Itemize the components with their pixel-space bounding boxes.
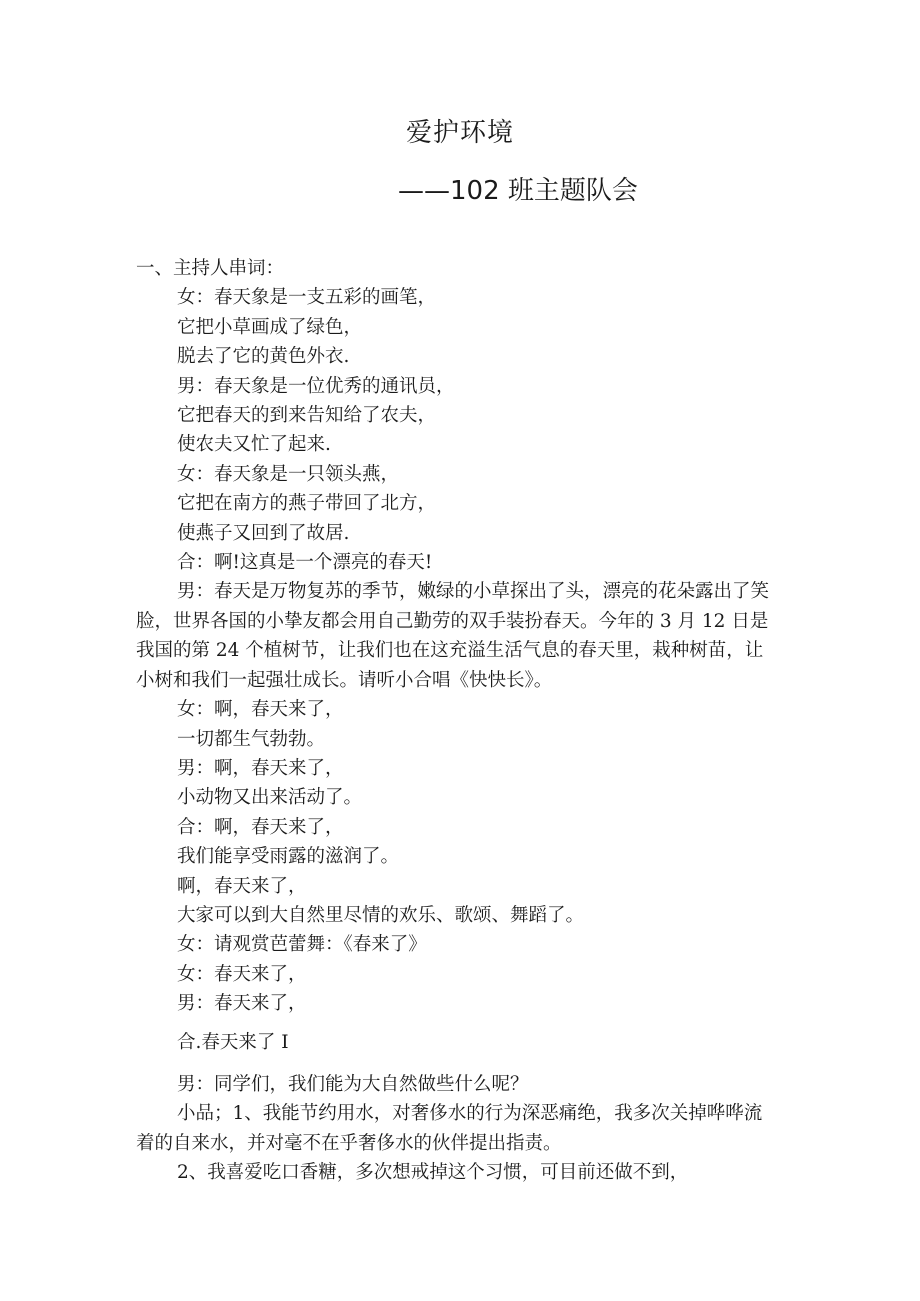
script-line: 合：啊!这真是一个漂亮的春天!: [177, 552, 433, 574]
script-line: 啊，春天来了，: [177, 875, 307, 897]
script-line: 使燕子又回到了故居.: [177, 522, 350, 544]
script-line: 小动物又出来活动了。: [177, 787, 363, 809]
script-line: 脱去了它的黄色外衣.: [177, 346, 350, 368]
document-body: [136, 254, 776, 1188]
script-line: 合：啊，春天来了，: [177, 816, 344, 838]
script-line: 大家可以到大自然里尽情的欢乐、歌颂、舞蹈了。: [177, 904, 585, 926]
script-line: 男：春天象是一位优秀的通讯员，: [177, 375, 455, 397]
script-line: 女：啊，春天来了，: [177, 699, 344, 721]
script-line: 女：春天象是一只领头燕，: [177, 463, 400, 485]
script-line: 2、我喜爱吃口香糖，多次想戒掉这个习惯，可目前还做不到，: [177, 1162, 689, 1184]
script-line: 它把在南方的燕子带回了北方，: [177, 493, 437, 515]
script-line: 男：春天来了，: [177, 993, 307, 1015]
script-paragraph: 男：春天是万物复苏的季节，嫩绿的小草探出了头，漂亮的花朵露出了笑脸，世界各国的小挚友都会用自己勤劳的双手装扮春天。今年的 3 月 12 日是我国的第 24 个植树节，让我们也在这充溢生活气息的春天里，栽种树苗，让小树和我们一起强壮成长。请听小合唱《快快长》。: [136, 581, 770, 691]
script-line: 男：啊，春天来了，: [177, 757, 344, 779]
script-paragraph: 小品；1、我能节约用水，对奢侈水的行为深恶痛绝，我多次关掉哗哗流着的自来水，并对毫不在乎奢侈水的伙伴提出指责。: [136, 1103, 763, 1154]
script-line: 女：春天来了，: [177, 963, 307, 985]
script-line: 使农夫又忙了起来.: [177, 434, 331, 456]
section-heading: 一、主持人串词：: [136, 258, 285, 279]
script-line: 男：同学们，我们能为大自然做些什么呢？: [177, 1073, 529, 1095]
document-title: 爱护环境: [405, 118, 514, 148]
script-line: 我们能享受雨露的滋润了。: [177, 846, 400, 868]
script-line: 它把春天的到来告知给了农夫，: [177, 405, 437, 427]
script-line: 一切都生气勃勃。: [177, 728, 326, 750]
document-subtitle: ——102 班主题队会: [398, 176, 638, 206]
script-line: 合.春天来了 I: [177, 1031, 289, 1053]
script-line: 女：春天象是一支五彩的画笔，: [177, 287, 437, 309]
script-line: 它把小草画成了绿色，: [177, 316, 363, 338]
script-line: 女：请观赏芭蕾舞：《春来了》: [177, 934, 427, 956]
